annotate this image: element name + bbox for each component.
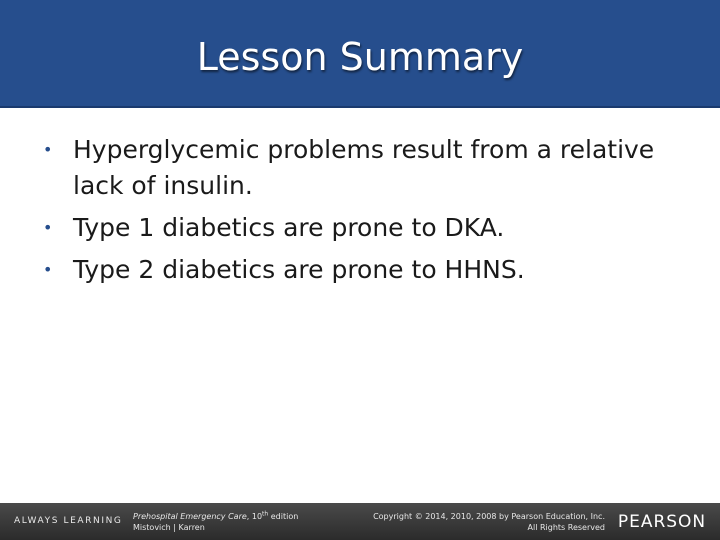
book-authors: Mistovich | Karren bbox=[133, 523, 205, 532]
bullet-item bbox=[43, 210, 683, 246]
book-edition-prefix: , 10 bbox=[246, 512, 263, 521]
copyright-line: Copyright © 2014, 2010, 2008 by Pearson Education, Inc. bbox=[373, 512, 605, 521]
book-edition-sup: th bbox=[262, 510, 269, 518]
footer-bar bbox=[0, 503, 720, 540]
bullet-item bbox=[43, 132, 683, 204]
bullet-item bbox=[43, 252, 683, 288]
bullet-dot-icon: • bbox=[43, 140, 53, 159]
footer-book-info bbox=[133, 511, 333, 533]
footer-tagline: ALWAYS LEARNING bbox=[14, 516, 123, 526]
rights-line: All Rights Reserved bbox=[527, 523, 605, 532]
book-title: Prehospital Emergency Care bbox=[133, 512, 247, 521]
bullet-text: Type 1 diabetics are prone to DKA. bbox=[73, 213, 505, 242]
bullet-dot-icon: • bbox=[43, 218, 53, 237]
footer-copyright bbox=[322, 511, 605, 533]
title-bar bbox=[0, 0, 720, 108]
book-title-line bbox=[133, 511, 333, 522]
bullet-text: Hyperglycemic problems result from a relative lack of insulin. bbox=[73, 135, 655, 200]
pearson-logo: PEARSON bbox=[617, 512, 707, 532]
bullet-text: Type 2 diabetics are prone to HHNS. bbox=[73, 255, 525, 284]
bullet-dot-icon: • bbox=[43, 260, 53, 279]
book-edition-suffix: edition bbox=[268, 512, 299, 521]
slide-title: Lesson Summary bbox=[196, 35, 524, 79]
bullet-list bbox=[43, 132, 683, 294]
